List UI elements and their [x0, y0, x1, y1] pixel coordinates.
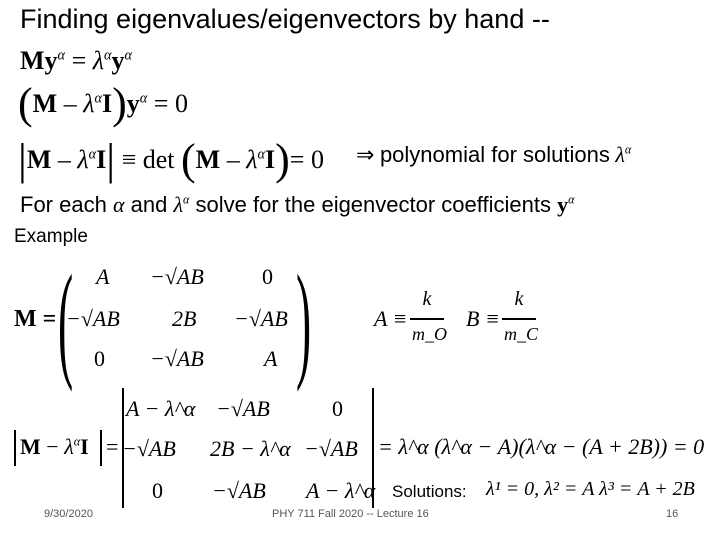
abs-bar-left [14, 430, 16, 466]
matrix-cell: −√AB [150, 264, 204, 289]
lambda-symbol: λ [77, 145, 89, 174]
abs-bar-left: | [18, 135, 27, 184]
characteristic-polynomial: = λ^α (λ^α − A)(λ^α − (A + 2B)) = 0 [378, 434, 705, 459]
example-label: Example [14, 226, 88, 247]
minus-sign: – [63, 89, 77, 118]
alpha-superscript: α [57, 47, 66, 64]
det-cell: A − λ^α [126, 396, 196, 421]
open-paren: ( [18, 79, 33, 128]
M-term: M [195, 145, 221, 174]
B-fraction-numerator: k [514, 288, 524, 310]
solutions-label: Solutions: [392, 482, 467, 501]
y-vector: y [126, 89, 140, 118]
matrix-cell: −√AB [234, 306, 288, 331]
solutions-values: λ¹ = 0, λ² = A λ³ = A + 2B [486, 478, 695, 500]
implies-arrow: ⇒ [356, 142, 375, 167]
open-paren: ( [181, 135, 196, 184]
matrix-cell: −√AB [66, 306, 120, 331]
A-fraction-denominator: m_O [412, 324, 447, 344]
B-definition-lhs: B ≡ [466, 306, 500, 331]
y-vector: y [111, 46, 125, 75]
and-text: and [130, 192, 168, 217]
lambda-symbol: λ [246, 145, 258, 174]
matrix-cell: −√AB [150, 346, 204, 371]
minus-sign: – [226, 145, 240, 174]
alpha-superscript: α [568, 192, 575, 207]
det-label: det [142, 145, 175, 174]
A-fraction-numerator: k [422, 288, 432, 310]
equals-zero: = 0 [289, 145, 324, 174]
det-cell: 0 [152, 478, 163, 503]
alpha-superscript: α [183, 192, 190, 207]
minus-sign: – [57, 145, 71, 174]
close-paren: ) [112, 79, 127, 128]
alpha-superscript: α [124, 47, 133, 64]
matrix-M-lhs: M = [14, 306, 57, 332]
eigen-equation [20, 46, 132, 76]
matrix-cell: 2B [172, 306, 197, 331]
det-equals: = [106, 434, 119, 459]
identity-I: I [265, 145, 276, 174]
det-cell: 2B − λ^α [210, 436, 291, 461]
slide-title: Finding eigenvalues/eigenvectors by hand -- [20, 4, 550, 34]
equals-sign: = [71, 46, 87, 75]
solve-text: solve for the eigenvector coefficients [195, 192, 551, 217]
for-each-text: For each [20, 192, 107, 217]
footer-page-number: 16 [666, 508, 679, 520]
matrix-cell: 0 [94, 346, 105, 371]
alpha-superscript: α [104, 47, 112, 64]
matrix-cell: 0 [262, 264, 273, 289]
B-fraction-bar [502, 318, 536, 320]
M-term: M [32, 89, 58, 118]
alpha-superscript: α [257, 146, 265, 163]
equiv-sign: ≡ [121, 145, 137, 174]
det-cell: −√AB [304, 436, 358, 461]
matrix-cell: A [264, 346, 278, 371]
determinant-equation [18, 135, 324, 184]
alpha-superscript: α [73, 434, 81, 449]
footer-course: PHY 711 Fall 2020 -- Lecture 16 [272, 508, 429, 520]
det-cell: −√AB [212, 478, 266, 503]
det-cell: −√AB [122, 436, 176, 461]
My-term: My [20, 46, 58, 75]
M-term: M [26, 145, 52, 174]
lambda-symbol: λ [92, 46, 104, 75]
matrix-cell: A [96, 264, 110, 289]
polynomial-statement [356, 142, 631, 168]
identity-I: I [80, 434, 89, 459]
abs-bar-right [100, 430, 102, 466]
identity-I: I [101, 89, 113, 118]
alpha-superscript: α [139, 90, 148, 107]
alpha-symbol: α [112, 192, 125, 217]
det-lhs [20, 434, 89, 460]
y-vector: y [557, 192, 569, 217]
A-fraction-bar [410, 318, 444, 320]
det-cell: −√AB [216, 396, 270, 421]
det-cell: 0 [332, 396, 343, 421]
lambda-symbol: λ [83, 89, 95, 118]
equals-zero: = 0 [153, 89, 188, 118]
homogeneous-equation [18, 79, 188, 128]
det-cell: A − λ^α [306, 478, 376, 503]
polynomial-text: polynomial for solutions [379, 142, 610, 167]
alpha-superscript: α [88, 146, 97, 163]
lambda-symbol: λ [64, 434, 74, 459]
close-paren: ) [275, 135, 290, 184]
matrix-left-paren: ( [58, 249, 74, 393]
M-term: M [20, 434, 41, 459]
footer-date: 9/30/2020 [44, 508, 93, 520]
A-definition-lhs: A ≡ [374, 306, 408, 331]
alpha-superscript: α [94, 90, 102, 107]
lambda-symbol: λ [615, 142, 625, 167]
B-fraction-denominator: m_C [504, 324, 539, 344]
identity-I: I [96, 145, 107, 174]
abs-bar-right: | [106, 135, 116, 184]
lambda-symbol: λ [173, 192, 184, 217]
for-each-statement [20, 192, 574, 218]
matrix-right-paren: ) [296, 249, 312, 393]
alpha-superscript: α [624, 142, 632, 157]
minus-sign: − [46, 434, 59, 459]
